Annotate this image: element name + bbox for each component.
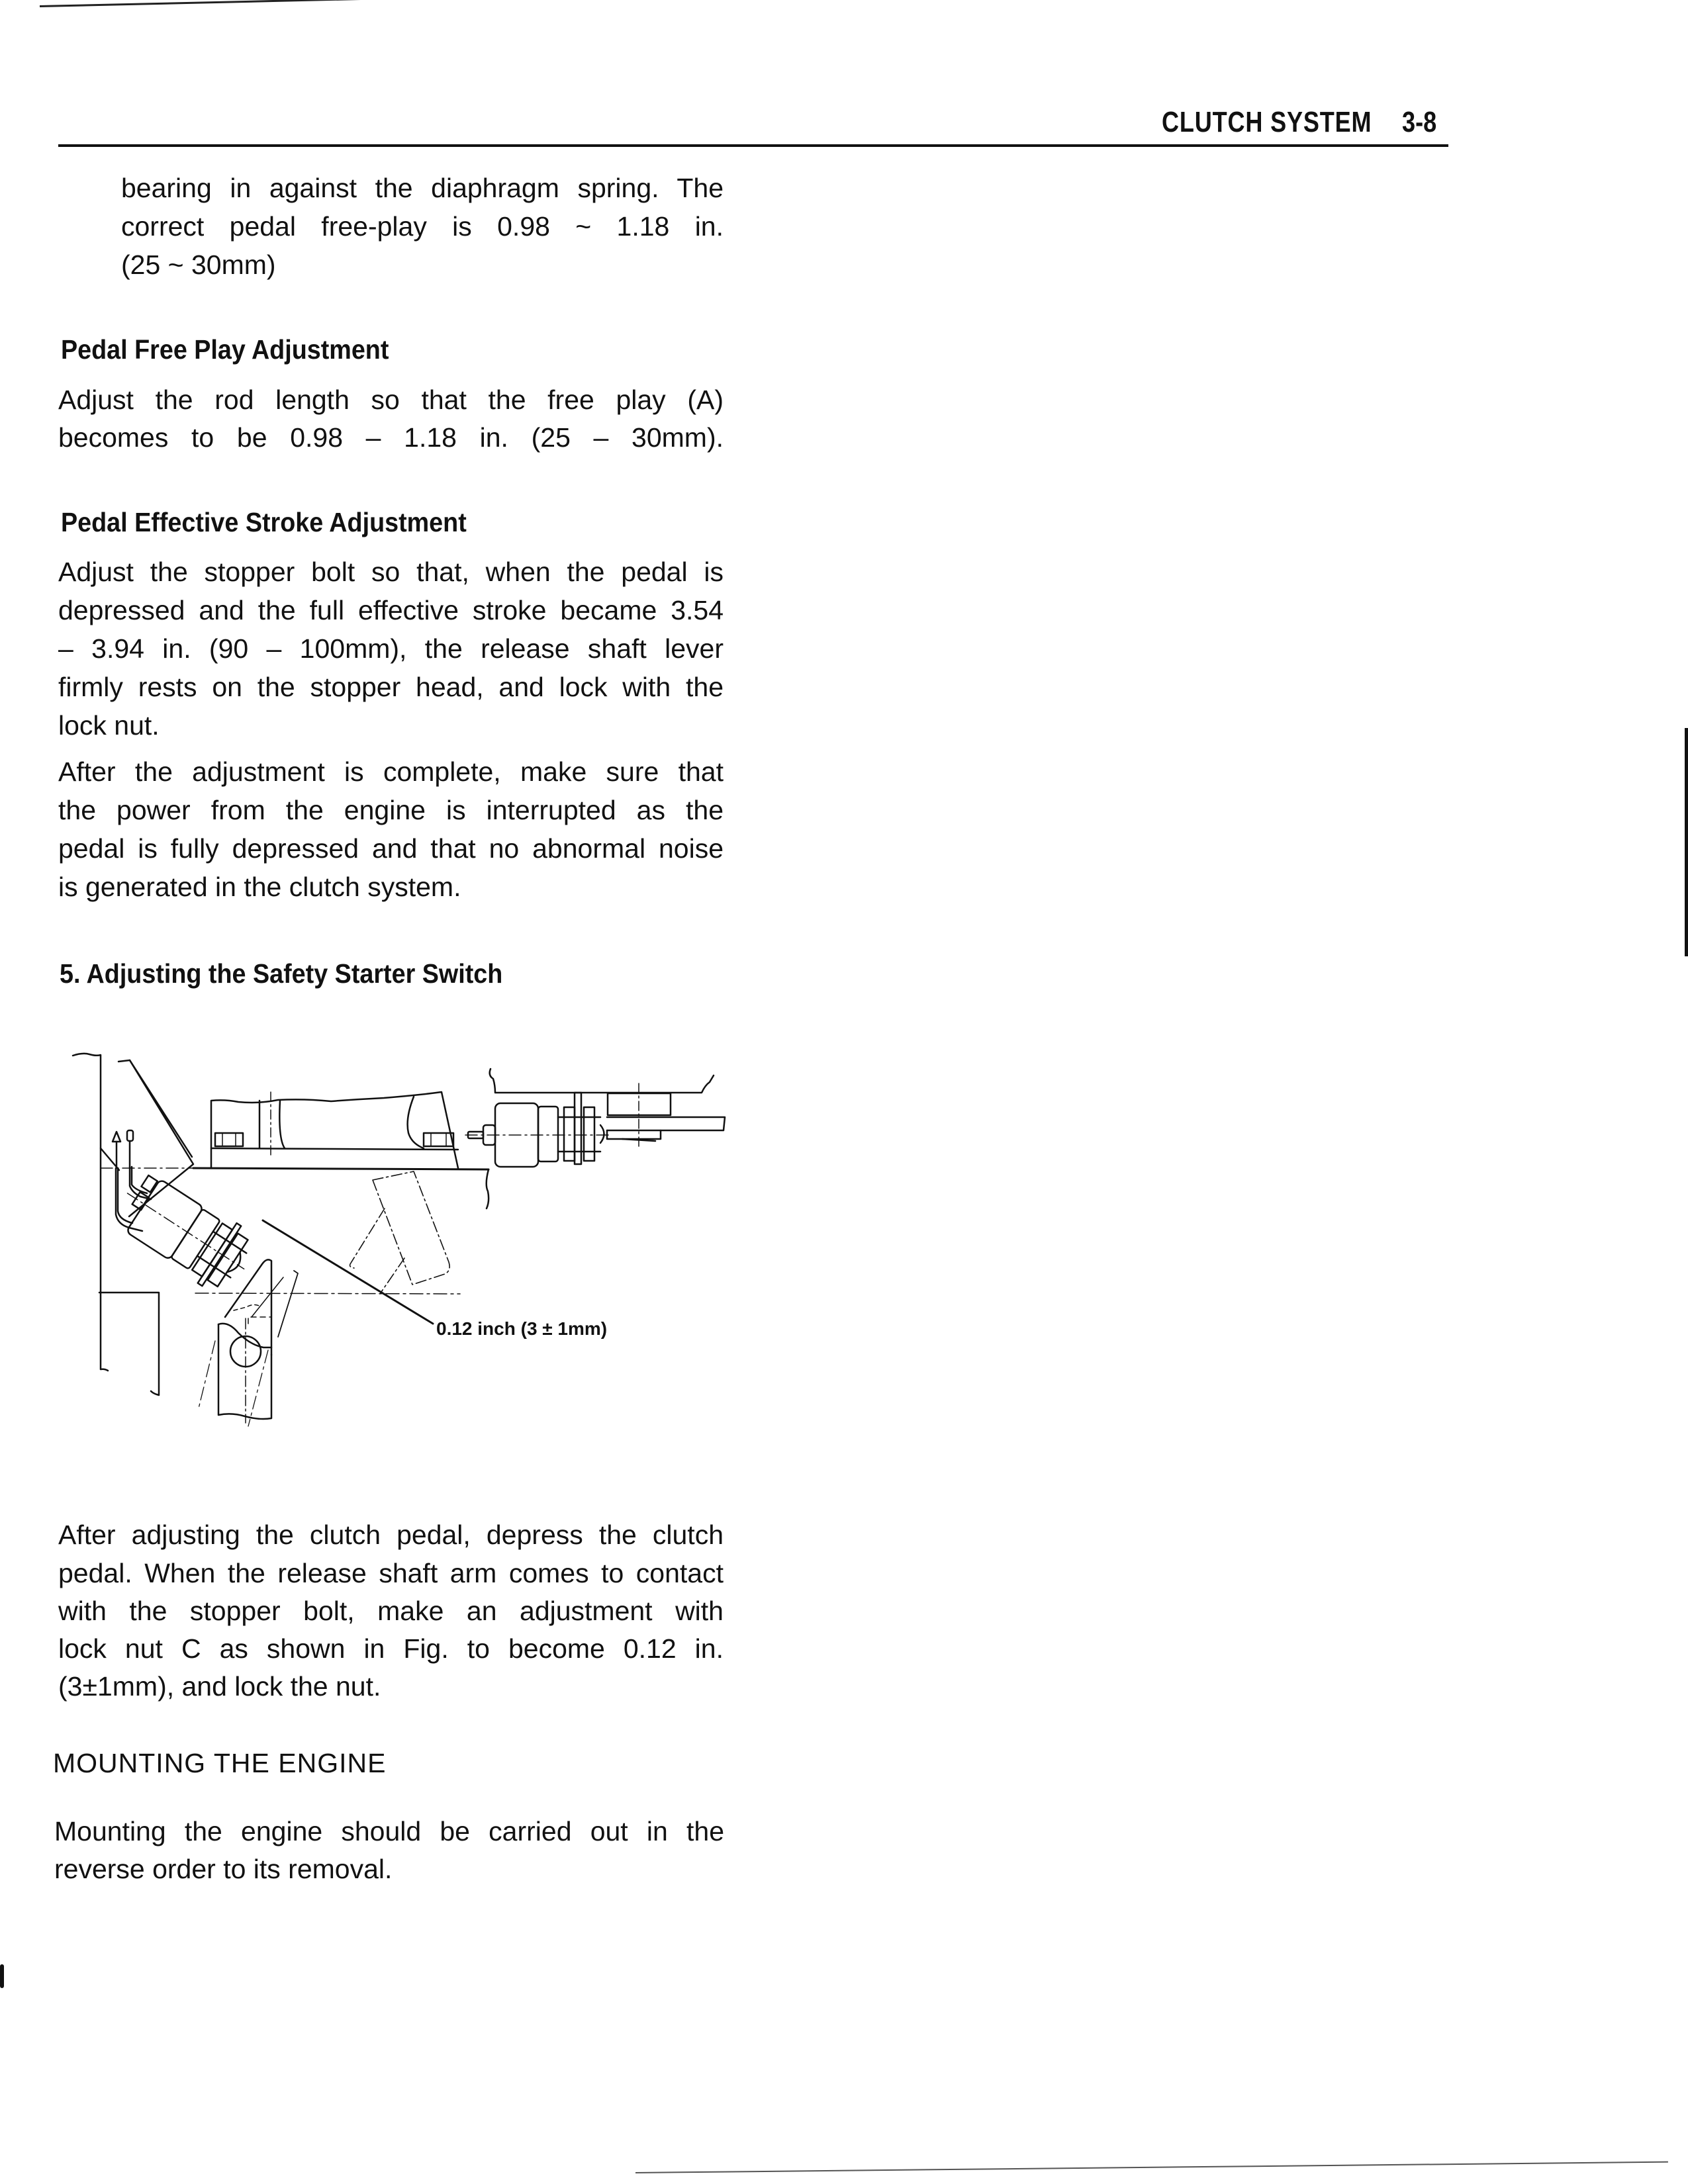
paragraph-line: the power from the engine is interrupted as the	[58, 795, 724, 825]
paragraph-line: becomes to be 0.98 – 1.18 in. (25 – 30mm).	[58, 422, 724, 453]
angled-plate	[118, 1060, 193, 1216]
scan-edge-bottom	[635, 2161, 1668, 2173]
paragraph-line: Adjust the stopper bolt so that, when the pedal is	[58, 557, 724, 587]
paragraph-line: with the stopper bolt, make an adjustment with	[58, 1596, 724, 1626]
running-header-title: CLUTCH SYSTEM	[1162, 106, 1372, 138]
frame-outline	[73, 1054, 108, 1371]
heading-effective-stroke: Pedal Effective Stroke Adjustment	[61, 507, 467, 537]
paragraph-line: depressed and the full effective stroke became 3.54	[58, 595, 724, 625]
frame-box	[99, 1293, 159, 1395]
paragraph-line: (3±1mm), and lock the nut.	[58, 1671, 381, 1702]
pedal-lever	[225, 1259, 271, 1355]
paragraph-line: lock nut.	[58, 710, 160, 741]
pivot-circle	[230, 1336, 261, 1367]
scan-mark-left	[0, 1964, 4, 1988]
switch-left	[107, 1164, 263, 1300]
figure-label-clearance: 0.12 inch (3 ± 1mm)	[436, 1318, 608, 1339]
leader-line	[263, 1220, 433, 1324]
paragraph-line: bearing in against the diaphragm spring. The	[121, 173, 724, 203]
centerline	[195, 1293, 460, 1294]
scan-edge-top	[40, 0, 609, 7]
paragraph-line: Adjust the rod length so that the free play (A)	[58, 385, 724, 415]
floor-line	[193, 1168, 489, 1169]
paragraph-line: correct pedal free-play is 0.98 ~ 1.18 in.	[121, 211, 724, 242]
header-rule	[58, 144, 1448, 147]
heading-mounting-engine: MOUNTING THE ENGINE	[53, 1748, 387, 1778]
paragraph-line: reverse order to its removal.	[54, 1854, 393, 1884]
paragraph-line: lock nut C as shown in Fig. to become 0.12 in.	[58, 1633, 724, 1664]
paragraph-line: is generated in the clutch system.	[58, 872, 461, 902]
scan-edge-right	[1685, 728, 1688, 956]
paragraph-line: pedal is fully depressed and that no abnormal noise	[58, 833, 724, 864]
heading-safety-switch: 5. Adjusting the Safety Starter Switch	[60, 958, 503, 989]
paragraph-line: Mounting the engine should be carried out in the	[54, 1816, 724, 1846]
paragraph-line: – 3.94 in. (90 – 100mm), the release shaft lever	[58, 633, 724, 664]
heading-free-play: Pedal Free Play Adjustment	[61, 334, 389, 365]
pedal-outline	[350, 1171, 450, 1294]
page-number: 3-8	[1402, 106, 1437, 138]
mounting-block	[211, 1092, 458, 1168]
paragraph-line: (25 ~ 30mm)	[121, 250, 276, 280]
paragraph-line: After adjusting the clutch pedal, depress the clutch	[58, 1520, 724, 1550]
paragraph-line: pedal. When the release shaft arm comes to contact	[58, 1558, 724, 1588]
wire	[116, 1168, 142, 1231]
paragraph-line: firmly rests on the stopper head, and lock with the	[58, 672, 724, 702]
switch-right	[465, 1069, 725, 1167]
paragraph-line: After the adjustment is complete, make sure that	[58, 756, 724, 787]
wire-terminal	[113, 1132, 120, 1142]
